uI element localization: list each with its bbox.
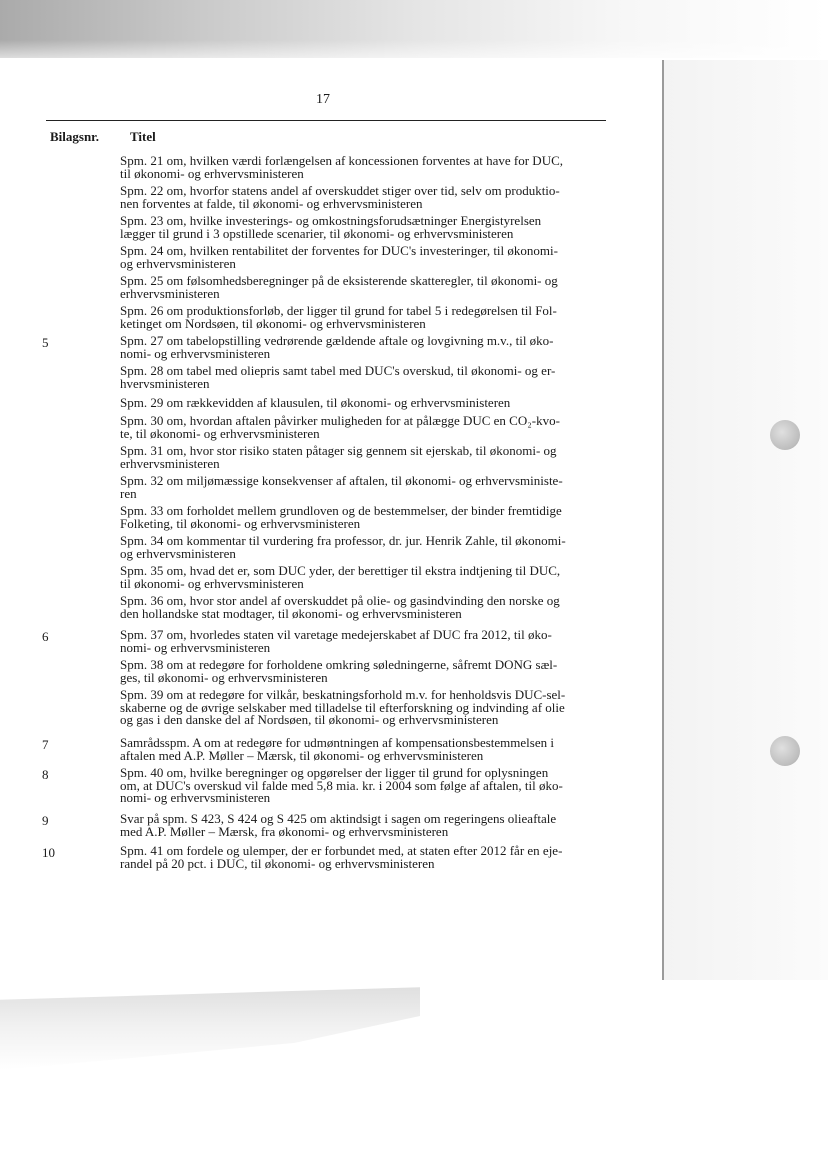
entry-line: Spm. 27 om tabelopstilling vedrørende gældende aftale og lovgivning m.v., til øko- <box>120 333 554 348</box>
entry-line: Svar på spm. S 423, S 424 og S 425 om aktindsigt i sagen om regeringens olieaftale <box>120 811 557 826</box>
entry-title <box>120 689 600 727</box>
scan-shadow-bottom <box>0 980 420 1070</box>
entry-line: te, til økonomi- og erhvervsministeren <box>120 425 320 441</box>
entry-title <box>120 275 600 300</box>
entry-title <box>120 565 600 590</box>
entry-line: erhvervsministeren <box>120 285 220 301</box>
entry-line: Spm. 23 om, hvilke investerings- og omkostningsforudsætninger Energistyrelsen <box>120 213 542 228</box>
page-edge <box>662 60 664 980</box>
entry-title <box>120 365 600 390</box>
entry-line: hvervsministeren <box>120 375 210 391</box>
entry-line: aftalen med A.P. Møller – Mærsk, til økonomi- og erhvervsministeren <box>120 747 484 763</box>
entry-line: erhvervsministeren <box>120 455 220 471</box>
entry-line: Spm. 28 om tabel med oliepris samt tabel med DUC's overskud, til økonomi- og er- <box>120 363 556 378</box>
entry-line: Spm. 38 om at redegøre for forholdene omkring søledningerne, såfremt DONG sæl- <box>120 657 558 672</box>
entry-title <box>120 245 600 270</box>
column-header-titel: Titel <box>130 129 156 144</box>
entry-line: og gas i den danske del af Nordsøen, til økonomi- og erhvervsministeren <box>120 712 499 727</box>
entry-line: til økonomi- og erhvervsministeren <box>120 165 304 181</box>
entry-title <box>120 595 600 620</box>
entry-line: Spm. 32 om miljømæssige konsekvenser af aftalen, til økonomi- og erhvervsministe- <box>120 473 563 488</box>
entry-line: og erhvervsministeren <box>120 255 236 271</box>
entry-title <box>120 397 600 410</box>
punch-hole-top <box>770 420 800 450</box>
entry-title <box>120 737 600 762</box>
entry-title <box>120 415 600 440</box>
entry-line: skaberne og de øvrige selskaber med tilladelse til efterforskning og indvinding af olie <box>120 699 565 715</box>
entry-line: Spm. 34 om kommentar til vurdering fra professor, dr. jur. Henrik Zahle, til økonomi- <box>120 533 566 548</box>
entry-line: nomi- og erhvervsministeren <box>120 639 271 655</box>
bilag-number: 10 <box>42 845 55 860</box>
bilag-number: 8 <box>42 767 49 782</box>
bilag-number: 5 <box>42 335 49 350</box>
entry-line: lægger til grund i 3 opstillede scenarier, til økonomi- og erhvervsministeren <box>120 225 514 241</box>
entry-line: Spm. 40 om, hvilke beregninger og opgørelser der ligger til grund for oplysningen <box>120 765 549 780</box>
entry-line: Spm. 24 om, hvilken rentabilitet der forventes for DUC's investeringer, til økonomi- <box>120 243 558 258</box>
entry-title <box>120 445 600 470</box>
page-number: 17 <box>316 92 330 107</box>
entry-title <box>120 505 600 530</box>
header-rule <box>46 120 606 121</box>
entry-title <box>120 767 600 805</box>
entry-line: Spm. 22 om, hvorfor statens andel af overskuddet stiger over tid, selv om produktio- <box>120 183 560 198</box>
entry-line: Spm. 30 om, hvordan aftalen påvirker muligheden for at pålægge DUC en CO₂-kvo- <box>120 413 560 428</box>
entry-title <box>120 845 600 870</box>
entry-line: den hollandske stat modtager, til økonomi- og erhvervsministeren <box>120 605 462 621</box>
bilag-number: 9 <box>42 813 49 828</box>
entry-line: og erhvervsministeren <box>120 545 236 561</box>
column-header-bilagsnr: Bilagsnr. <box>50 129 100 144</box>
entry-line: til økonomi- og erhvervsministeren <box>120 575 304 591</box>
entry-line: Spm. 29 om rækkevidden af klausulen, til økonomi- og erhvervsministeren <box>120 395 511 410</box>
entry-title <box>120 185 600 210</box>
entry-line: med A.P. Møller – Mærsk, fra økonomi- og erhvervsministeren <box>120 823 449 839</box>
entry-line: Spm. 33 om forholdet mellem grundloven og de bestemmelser, der binder fremtidige <box>120 503 562 518</box>
entry-title <box>120 659 600 684</box>
entry-line: Spm. 36 om, hvor stor andel af overskuddet på olie- og gasindvinding den norske og <box>120 593 560 608</box>
entry-line: Spm. 37 om, hvorledes staten vil varetage medejerskabet af DUC fra 2012, til øko- <box>120 627 552 642</box>
entry-line: ketinget om Nordsøen, til økonomi- og erhvervsministeren <box>120 315 426 331</box>
entry-line: ren <box>120 485 137 501</box>
punch-hole-bottom <box>770 736 800 766</box>
entry-title <box>120 535 600 560</box>
entry-line: Spm. 26 om produktionsforløb, der ligger til grund for tabel 5 i redegørelsen til Fol- <box>120 303 557 318</box>
entry-line: Spm. 41 om fordele og ulemper, der er forbundet med, at staten efter 2012 får en eje- <box>120 843 563 858</box>
entry-title <box>120 813 600 838</box>
entry-line: Spm. 39 om at redegøre for vilkår, beskatningsforhold m.v. for henholdsvis DUC-sel- <box>120 687 566 702</box>
entry-line: nomi- og erhvervsministeren <box>120 790 271 805</box>
entry-title <box>120 155 600 180</box>
entry-title <box>120 335 600 360</box>
entry-line: randel på 20 pct. i DUC, til økonomi- og erhvervsministeren <box>120 855 435 871</box>
entry-line: om, at DUC's overskud vil falde med 5,8 mia. kr. i 2004 som følge af aftalen, til øko- <box>120 777 563 793</box>
entry-line: Folketing, til økonomi- og erhvervsministeren <box>120 515 361 531</box>
entry-title <box>120 475 600 500</box>
entry-line: ges, til økonomi- og erhvervsministeren <box>120 669 328 685</box>
entry-line: Spm. 31 om, hvor stor risiko staten påtager sig gennem sit ejerskab, til økonomi- og <box>120 443 557 458</box>
entry-title <box>120 305 600 330</box>
entry-line: Spm. 21 om, hvilken værdi forlængelsen af koncessionen forventes at have for DUC, <box>120 153 563 168</box>
entry-line: Spm. 35 om, hvad det er, som DUC yder, der berettiger til ekstra indtjening til DUC, <box>120 563 561 578</box>
bilag-number: 6 <box>42 629 49 644</box>
scan-margin-right <box>664 60 828 980</box>
entry-line: Spm. 25 om følsomhedsberegninger på de eksisterende skatteregler, til økonomi- og <box>120 273 558 288</box>
entry-line: nomi- og erhvervsministeren <box>120 345 271 361</box>
entry-line: Samrådsspm. A om at redegøre for udmøntningen af kompensationsbestemmelsen i <box>120 735 554 750</box>
entry-title <box>120 215 600 240</box>
bilag-number: 7 <box>42 737 49 752</box>
entry-line: nen forventes at falde, til økonomi- og erhvervsministeren <box>120 195 423 211</box>
entry-title <box>120 629 600 654</box>
